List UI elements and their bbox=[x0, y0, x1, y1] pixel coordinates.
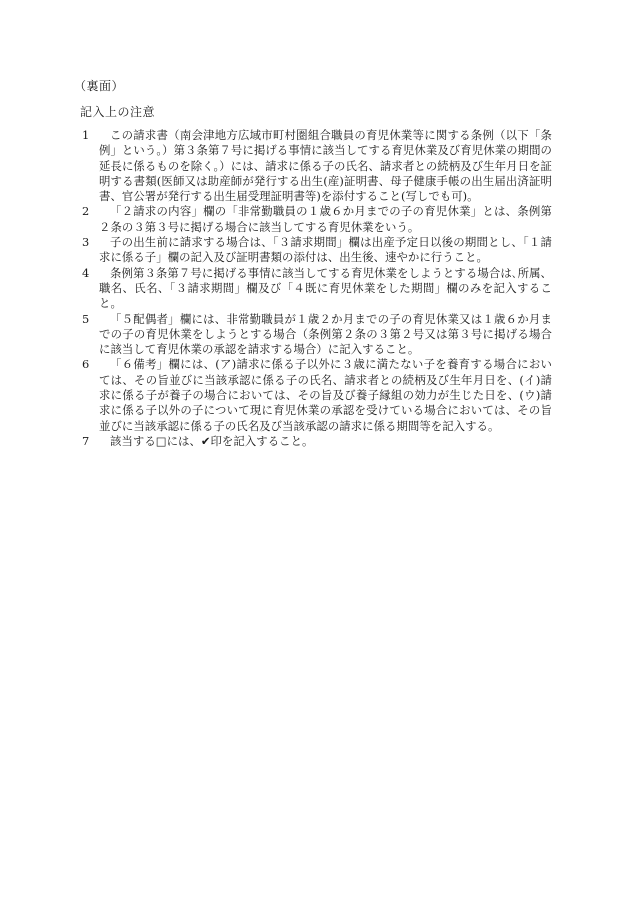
note-text: この請求書（南会津地方広域市町村圏組合職員の育児休業等に関する条例（以下「条例」という。）第３条第７号に掲げる事情に該当してする育児休業及び育児休業の期間の延長に係るものを除く。）には、請求に係る子の氏名、請求者との続柄及び生年月日を証明する書類(医師又は助産師が発行する出生(産)証明書、母子健康手帳の出生届出済証明書、官公署が発行する出生届受理証明書等)を添付すること(写しでも可)。 bbox=[99, 128, 552, 204]
note-item bbox=[82, 357, 552, 433]
note-number: 3 bbox=[82, 235, 90, 250]
note-number: 4 bbox=[82, 265, 90, 280]
note-item bbox=[82, 434, 552, 449]
note-text: 子の出生前に請求する場合は、「３請求期間」欄は出産予定日以後の期間とし、「１請求に係る子」欄の記入及び証明書類の添付は、出生後、速やかに行うこと。 bbox=[99, 235, 552, 265]
note-item bbox=[82, 235, 552, 266]
note-number: 2 bbox=[82, 204, 90, 219]
note-item bbox=[82, 266, 552, 312]
note-text: 条例第３条第７号に掲げる事情に該当してする育児休業をしようとする場合は､所属、職名、氏名、「３請求期間」欄及び「４既に育児休業をした期間」欄のみを記入すること。 bbox=[99, 265, 552, 311]
note-number: 6 bbox=[82, 357, 90, 372]
note-number: 7 bbox=[82, 433, 90, 448]
note-number: 5 bbox=[82, 311, 90, 326]
note-text: 「６備考」欄には、(ア)請求に係る子以外に３歳に満たない子を養育する場合においては、その旨並びに当該承認に係る子の氏名、請求者との続柄及び生年月日を、(イ)請求に係る子が養子の場合においては、その旨及び養子縁組の効力が生じた日を、(ウ)請求に係る子以外の子について現に育児休業の承認を受けている場合においては、その旨並びに当該承認に係る子の氏名及び当該承認の請求に係る期間等を記入する。 bbox=[99, 357, 552, 433]
note-item bbox=[82, 312, 552, 358]
note-text: 「５配偶者」欄には、非常勤職員が１歳２か月までの子の育児休業又は１歳６か月までの子の育児休業をしようとする場合（条例第２条の３第２号又は第３号に掲げる場合に該当して育児休業の承認を請求する場合）に記入すること。 bbox=[99, 311, 552, 357]
note-number: 1 bbox=[82, 128, 90, 142]
reverse-side-label: （裏面） bbox=[74, 79, 125, 93]
notes-heading: 記入上の注意 bbox=[80, 105, 156, 119]
note-item bbox=[82, 128, 552, 204]
notes-list bbox=[82, 128, 552, 449]
note-text: 「２請求の内容」欄の「非常勤職員の１歳６か月までの子の育児休業」とは、条例第２条の３第３号に掲げる場合に該当してする育児休業をいう。 bbox=[99, 204, 552, 234]
note-text: 該当する□には、✔印を記入すること。 bbox=[110, 433, 314, 448]
note-item bbox=[82, 204, 552, 235]
